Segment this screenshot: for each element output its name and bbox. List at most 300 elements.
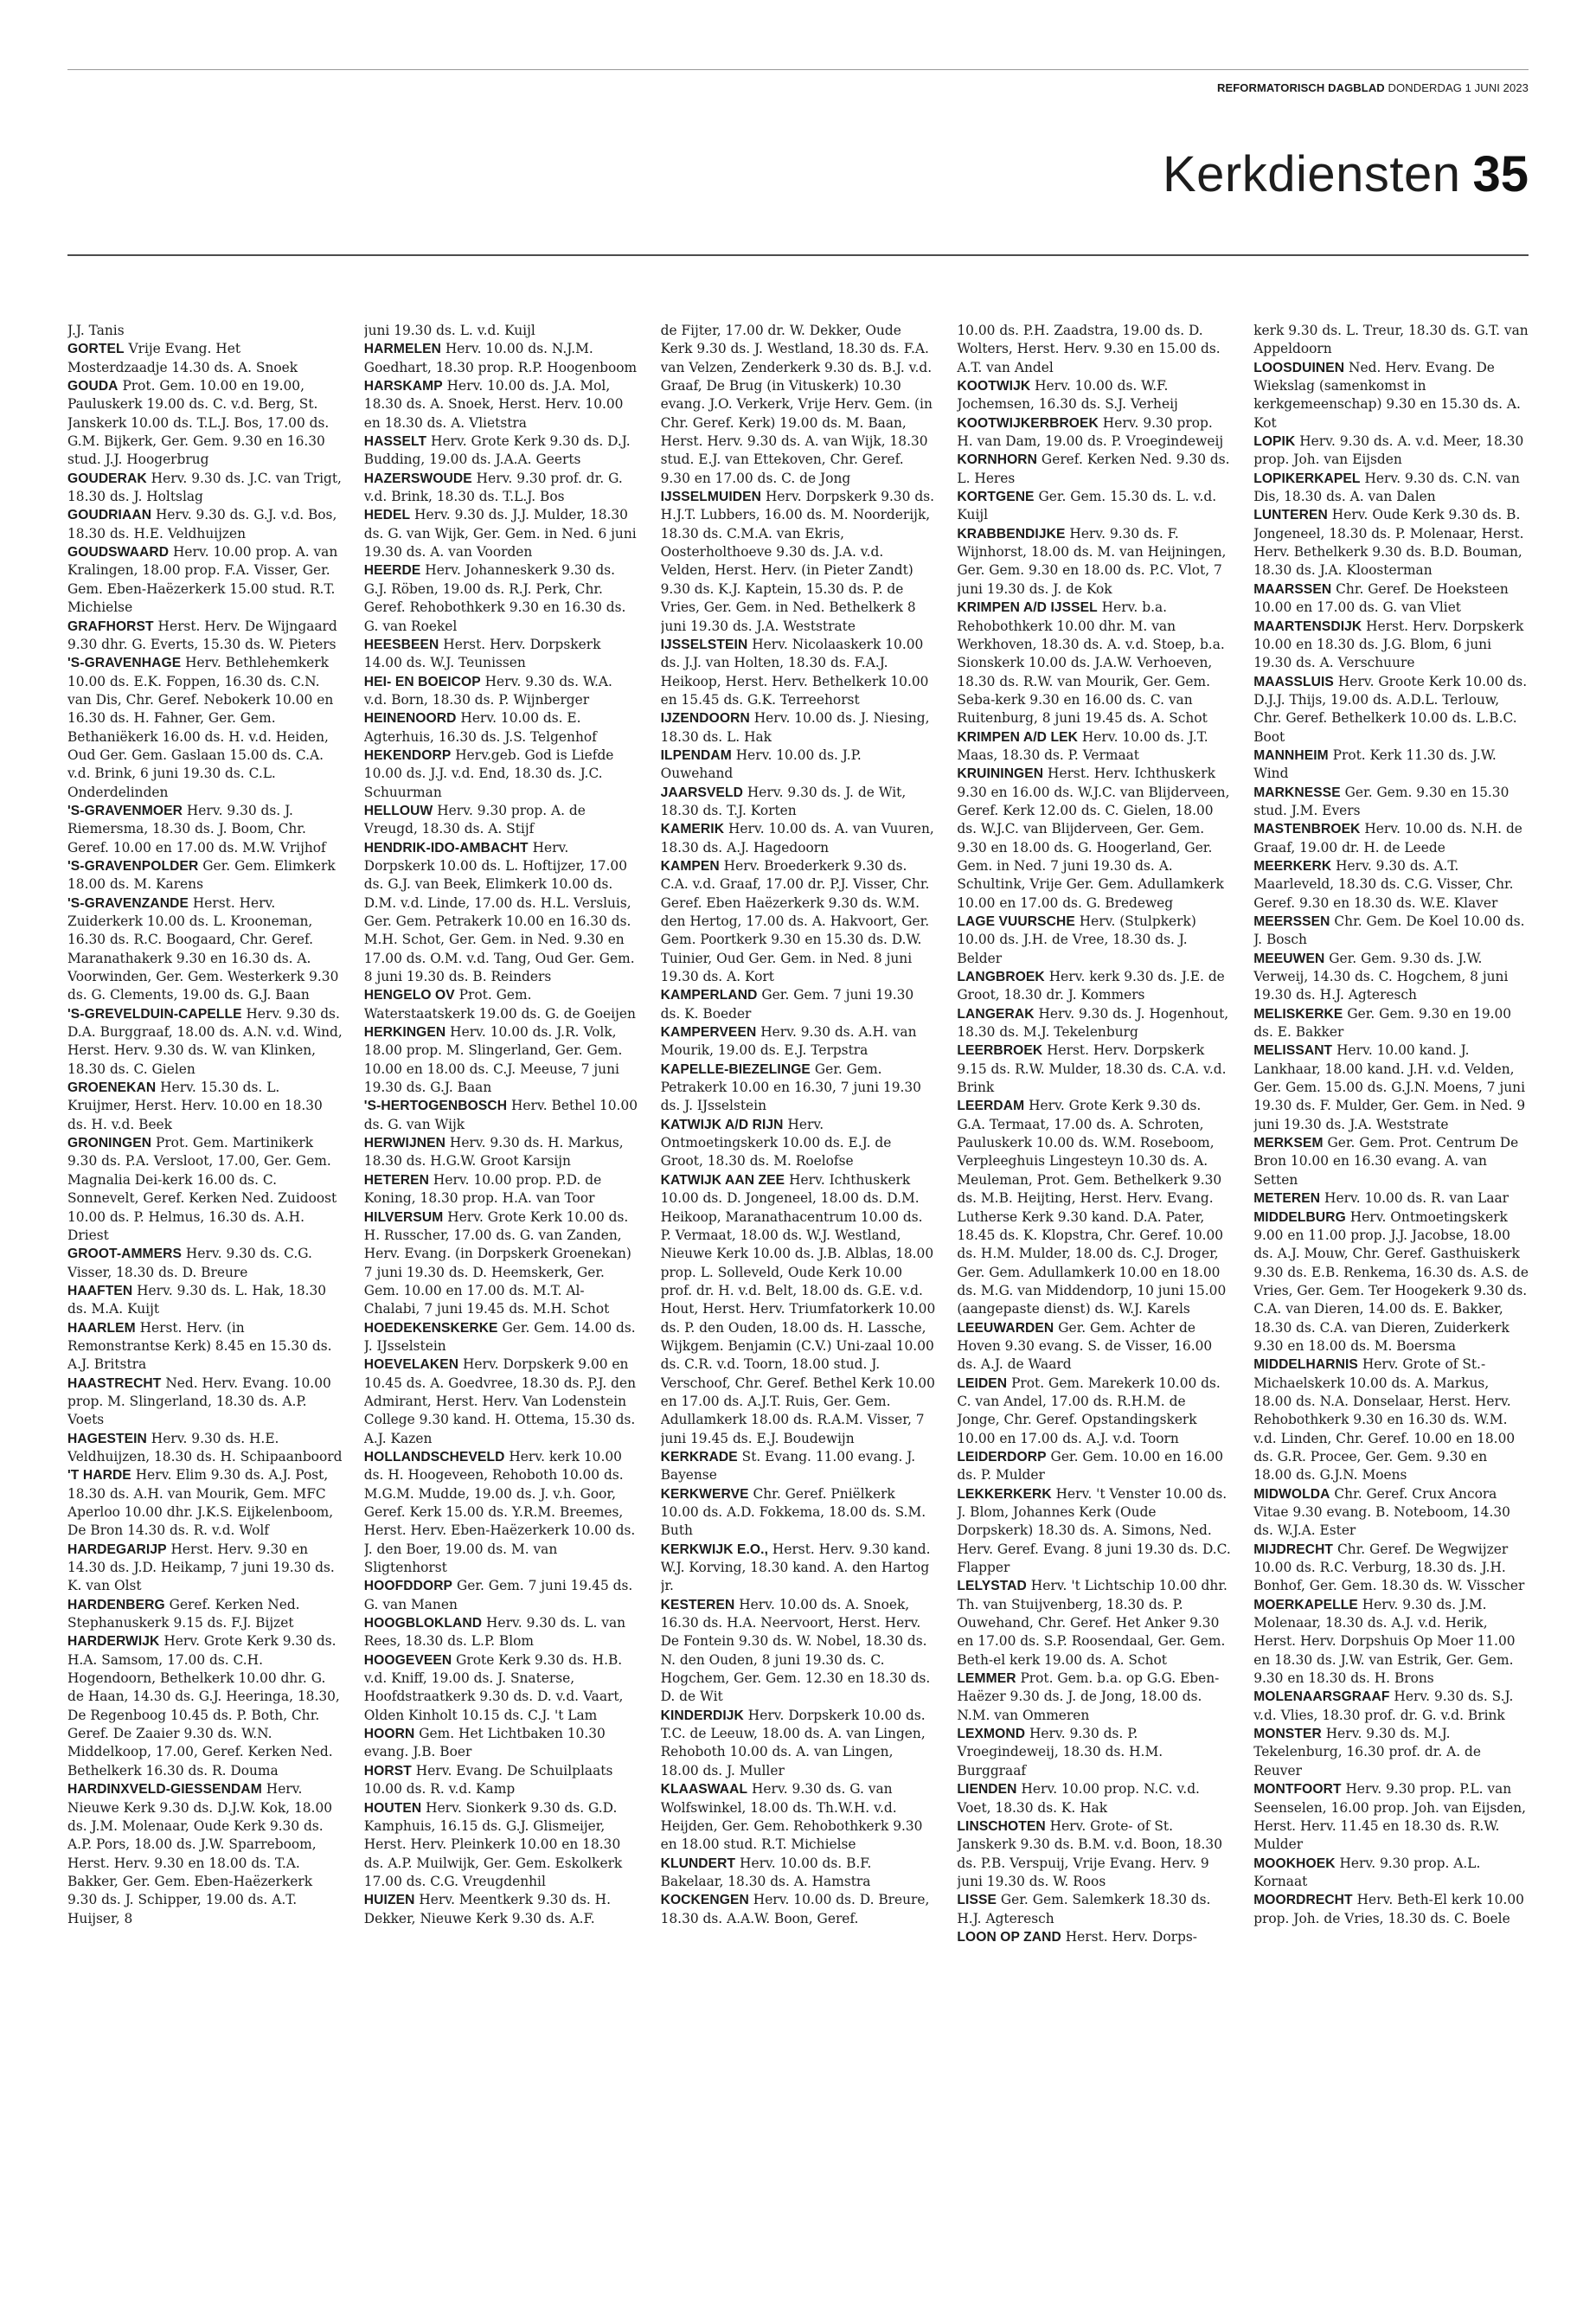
place-name: 'S-GRAVENHAGE xyxy=(67,656,182,671)
service-details: Herv. Meentkerk 9.30 ds. H. Dekker, Nieuwe Kerk 9.30 ds. A.F. xyxy=(363,1892,611,1926)
service-details: Herv. 9.30 ds. D.A. Burggraaf, 18.00 ds. A.N. v.d. Wind, Herst. Herv. 9.30 ds. W. van Klinken, 18.30 ds. C. Gielen xyxy=(67,1005,343,1077)
listing-entry xyxy=(67,1134,343,1245)
service-details: 10.00 ds. P.H. Zaadstra, 19.00 ds. D. Wolters, Herst. Herv. 9.30 en 15.00 ds. A.T. van Andel xyxy=(957,323,1221,375)
place-name: HILVERSUM xyxy=(363,1209,444,1225)
service-details: Gem. Het Lichtbaken 10.30 evang. J.B. Boer xyxy=(363,1726,606,1760)
place-name: MOORDRECHT xyxy=(1253,1893,1353,1908)
service-details: Herv. Ichthuskerk 10.00 ds. D. Jongeneel, 18.00 ds. D.M. Heikoop, Maranathacentrum 10.00 ds. P. Vermaat, 18.00 ds. W.J. Westland, Nieuwe Kerk 10.00 ds. J.B. Alblas, 18.00 prop. L. Solleveld, Oude Kerk 10.00 prof. dr. H. v.d. Belt, 18.00 ds. G.E. v.d. Hout, Herst. Herv. Triumfatorkerk 10.00 ds. P. den Ouden, 18.00 ds. H. Lassche, Wijkgem. Benjamin (C.V.) Uni-zaal 10.00 ds. C.R. v.d. Toorn, 18.00 stud. J. Verschoof, Chr. Geref. Bethel Kerk 10.00 en 17.00 ds. A.J.T. Ruis, Ger. Gem. Adullamkerk 18.00 ds. R.A.M. Visser, 7 juni 19.45 ds. E.J. Boudewijn xyxy=(660,1171,936,1446)
listing-entry xyxy=(1253,820,1529,857)
listing-entry xyxy=(67,340,343,377)
publication-name: REFORMATORISCH DAGBLAD xyxy=(1216,81,1385,94)
publication-date: DONDERDAG 1 JUNI 2023 xyxy=(1388,81,1529,94)
listing-entry xyxy=(661,1485,936,1541)
listing-entry xyxy=(661,1116,936,1171)
place-name: HOEVELAKEN xyxy=(363,1357,459,1373)
listing-entry xyxy=(1253,618,1529,673)
listing-entry xyxy=(1253,322,1529,359)
listing-entry xyxy=(364,1208,639,1319)
listing-entry xyxy=(661,986,936,1023)
place-name: LEXMOND xyxy=(957,1727,1026,1742)
place-name: GROENEKAN xyxy=(67,1080,157,1096)
place-name: 'S-GRAVENPOLDER xyxy=(67,858,199,874)
service-details: Herv. 9.30 ds. J.M. Molenaar, 18.30 ds. A.J. v.d. Herik, Herst. Herv. Dorpshuis Op Moer 11.00 en 18.30 ds. J.W. van Estrik, Ger. Gem. 9.30 en 18.30 ds. H. Brons xyxy=(1253,1596,1516,1687)
place-name: HOLLANDSCHEVELD xyxy=(363,1449,505,1465)
service-details: Herv. 9.30 ds. J. Hogenhout, 18.30 ds. M.J. Tekelenburg xyxy=(957,1005,1229,1041)
place-name: LISSE xyxy=(957,1893,997,1908)
service-details: Herv. 10.00 ds. A. van Vuuren, 18.30 ds. A.J. Hagedoorn xyxy=(660,821,934,856)
service-details: Prot. Gem. Waterstaatskerk 19.00 ds. G. de Goeijen xyxy=(363,987,636,1022)
service-details: juni 19.30 ds. L. v.d. Kuijl xyxy=(363,323,535,338)
service-details: Herv. 9.30 ds. J.J. Mulder, 18.30 ds. G. van Wijk, Ger. Gem. in Ned. 6 juni 19.30 ds. A. van Voorden xyxy=(363,507,637,561)
service-details: Ger. Gem. 15.30 ds. L. v.d. Kuijl xyxy=(957,489,1217,523)
listing-entry xyxy=(1253,1356,1529,1484)
header-rule xyxy=(67,69,1529,70)
service-details: Herv. Grote Kerk 9.30 ds. H.A. Samsom, 17.00 ds. C.H. Hogendoorn, Bethelkerk 10.00 dhr. G. de Haan, 14.30 ds. G.J. Heeringa, 18.30, De Regenboog 10.45 ds. P. Both, Chr. Geref. De Zaaier 9.30 ds. W.N. Middelkoop, 17.00, Geref. Kerken Ned. Bethelkerk 16.30 ds. R. Douma xyxy=(67,1633,340,1779)
listing-entry xyxy=(1253,433,1529,470)
listing-entry xyxy=(67,654,343,802)
place-name: LEIDERDORP xyxy=(957,1449,1047,1465)
listing-entry xyxy=(661,1023,936,1061)
listing-entry xyxy=(957,1097,1232,1318)
place-name: HARMELEN xyxy=(363,342,441,357)
listing-entry xyxy=(957,1375,1232,1448)
listing-entry xyxy=(67,857,343,894)
listing-entry xyxy=(957,1042,1232,1097)
service-details: Herv. 10.00 prop. N.C. v.d. Voet, 18.30 ds. K. Hak xyxy=(957,1781,1200,1816)
service-details: Herv. kerk 9.30 ds. J.E. de Groot, 18.30 dr. J. Kommers xyxy=(957,969,1225,1003)
service-details: Herv. 9.30 ds. A.T. Maarleveld, 18.30 ds. C.G. Visser, Chr. Geref. 9.30 en 18.30 ds. W.E. Klaver xyxy=(1253,857,1514,911)
place-name: JAARSVELD xyxy=(660,785,743,800)
listing-entry xyxy=(1253,1208,1529,1356)
service-details: Herv. 10.00 ds. N.H. de Graaf, 19.00 dr. H. de Leede xyxy=(1253,821,1522,856)
place-name: KRABBENDIJKE xyxy=(957,526,1066,542)
section-title: Kerkdiensten xyxy=(1162,146,1461,202)
listing-entry xyxy=(364,1725,639,1762)
listing-entry xyxy=(67,1632,343,1780)
place-name: HEINENOORD xyxy=(363,711,457,727)
service-details: Herv. 9.30 prof. dr. G. v.d. Brink, 18.30 ds. T.L.J. Bos xyxy=(363,470,623,505)
place-name: MONTFOORT xyxy=(1253,1782,1342,1798)
place-name: LANGBROEK xyxy=(957,970,1045,985)
listing-entry xyxy=(661,1780,936,1854)
service-details: Ger. Gem. 14.00 ds. J. IJsselstein xyxy=(363,1319,636,1354)
place-name: LANGERAK xyxy=(957,1006,1035,1022)
listing-entry xyxy=(364,1023,639,1097)
place-name: HAGESTEIN xyxy=(67,1431,147,1446)
place-name: KERKWERVE xyxy=(660,1486,749,1502)
listing-entry xyxy=(661,784,936,821)
service-details: J.J. Tanis xyxy=(67,323,125,338)
place-name: LOPIK xyxy=(1253,434,1296,450)
service-details: Herv. Grote Kerk 10.00 ds. H. Russcher, 17.00 ds. G. van Zanden, Herv. Evang. (in Dorpskerk Groenekan) 7 juni 19.30 ds. D. Heemskerk, Ger. Gem. 10.00 en 17.00 ds. M.T. Al-Chalabi, 7 juni 19.45 ds. M.H. Schot xyxy=(363,1208,631,1317)
service-details: Ger. Gem. 7 juni 19.30 ds. K. Boeder xyxy=(660,987,914,1022)
listing-entry xyxy=(957,414,1232,452)
listing-entry xyxy=(661,1596,936,1707)
service-details: Herv. Dorpskerk 10.00 ds. T.C. de Leeuw, 18.00 ds. A. van Lingen, Rehoboth 10.00 ds. A. van Lingen, 18.00 ds. J. Muller xyxy=(660,1707,926,1779)
listing-entry xyxy=(67,506,343,543)
service-details: Herv. 9.30 prop. H. van Dam, 19.00 ds. P. Vroegindeweij xyxy=(957,414,1224,450)
place-name: MELISSANT xyxy=(1253,1043,1333,1059)
place-name: HAASTRECHT xyxy=(67,1375,162,1391)
listing-entry xyxy=(1253,1541,1529,1596)
place-name: LEMMER xyxy=(957,1671,1016,1687)
place-name: HEKENDORP xyxy=(363,747,452,763)
listing-entry xyxy=(1253,1891,1529,1928)
place-name: HAAFTEN xyxy=(67,1283,133,1298)
place-name: LEERDAM xyxy=(957,1099,1025,1114)
service-details: Herv. Elim 9.30 ds. A.J. Post, 18.30 ds. A.H. van Mourik, Gem. MFC Aperloo 10.00 dhr. J.K.S. Eijkelenboom, De Bron 14.30 ds. R. v.d. Wolf xyxy=(67,1467,334,1539)
service-details: Herv. 10.00 kand. J. Lankhaar, 18.00 kand. J.H. v.d. Velden, Ger. Gem. 15.00 ds. G.J.N. Moens, 7 juni 19.30 ds. F. Mulder, Ger. Gem. in Ned. 9 juni 19.30 ds. J.A. Weststrate xyxy=(1253,1042,1526,1132)
listing-entry xyxy=(1253,1042,1529,1134)
service-details: Herv. 9.30 ds. H. Markus, 18.30 ds. H.G.W. Groot Karsijn xyxy=(363,1135,624,1170)
listing-entry xyxy=(67,1780,343,1928)
listing-entry xyxy=(957,451,1232,488)
service-details: Herst. Herv. Dorpskerk 14.00 ds. W.J. Teunissen xyxy=(363,636,601,671)
service-details: Ger. Gem. 7 juni 19.45 ds. G. van Manen xyxy=(363,1578,633,1612)
place-name: ILPENDAM xyxy=(660,747,732,763)
place-name: MASTENBROEK xyxy=(1253,822,1361,837)
service-details: Herv. Bethel 10.00 ds. G. van Wijk xyxy=(363,1098,638,1132)
column-3 xyxy=(661,322,936,2279)
listing-entry xyxy=(364,433,639,470)
place-name: HOOGEVEEN xyxy=(363,1652,452,1668)
place-name: LUNTEREN xyxy=(1253,508,1328,523)
service-details: Herv. 9.30 ds. W.A. v.d. Born, 18.30 ds. P. Wijnberger xyxy=(363,673,612,708)
service-details: Herv. 10.00 ds. E. Agterhuis, 16.30 ds. J.S. Telgenhof xyxy=(363,710,597,745)
service-details: Herv. Grote Kerk 9.30 ds. G.A. Termaat, 17.00 ds. A. Schroten, Pauluskerk 10.00 ds. W.M. Roseboom, Verpleeghuis Lingesteyn 10.30 ds. A. Meuleman, Prot. Gem. Bethelkerk 9.30 ds. M.B. Heijting, Herst. Herv. Evang. Lutherse Kerk 9.30 kand. D.A. Pater, 18.45 ds. K. Klopstra, Chr. Geref. 10.00 ds. H.M. Mulder, 18.00 ds. C.J. Droger, Ger. Gem. Adullamkerk 10.00 en 18.00 ds. M.G. van Middendorp, 10 juni 15.00 (aangepaste dienst) ds. W.J. Karels xyxy=(957,1098,1227,1317)
service-details: Herv. 9.30 ds. F. Wijnhorst, 18.00 ds. M. van Heijningen, Ger. Gem. 9.30 en 18.00 ds. P.C. Vlot, 7 juni 19.30 ds. J. de Kok xyxy=(957,525,1227,597)
place-name: HEERDE xyxy=(363,563,421,579)
place-name: KRIMPEN A/D LEK xyxy=(957,729,1078,745)
service-details: Herv. 10.00 ds. J. Niesing, 18.30 ds. L. Hak xyxy=(660,710,930,745)
listing-entry xyxy=(67,1541,343,1596)
place-name: HENDRIK-IDO-AMBACHT xyxy=(363,840,529,856)
place-name: KOCKENGEN xyxy=(660,1893,749,1908)
place-name: MOLENAARSGRAAF xyxy=(1253,1689,1390,1705)
service-details: Chr. Geref. Crux Ancora Vitae 9.30 evang. B. Noteboom, 14.30 ds. W.J.A. Ester xyxy=(1253,1485,1510,1539)
listing-entry xyxy=(364,986,639,1023)
service-details: Herv. 9.30 prop. P.L. van Seenselen, 16.00 prop. Joh. van Eijsden, Herst. Herv. 11.45 en 18.30 ds. R.W. Mulder xyxy=(1253,1781,1527,1853)
place-name: MONSTER xyxy=(1253,1727,1322,1742)
service-details: Herv. b.a. Rehobothkerk 10.00 dhr. M. van Werkhoven, 18.30 ds. A. v.d. Stoep, b.a. Sionskerk 10.00 ds. J.A.W. Verhoeven, 18.30 ds. R.W. van Mourik, Ger. Gem. Seba-kerk 9.30 en 16.00 ds. C. van Ruitenburg, 8 juni 19.45 ds. A. Schot xyxy=(957,599,1225,727)
listing-entry xyxy=(957,1891,1232,1928)
listing-entry xyxy=(957,1670,1232,1725)
listings xyxy=(67,322,1529,2279)
place-name: LINSCHOTEN xyxy=(957,1818,1046,1834)
place-name: KAPELLE-BIEZELINGE xyxy=(660,1061,811,1077)
service-details: Ger. Gem. Elimkerk 18.00 ds. M. Karens xyxy=(67,857,336,893)
service-details: Herv. Dorpskerk 10.00 ds. L. Hoftijzer, 17.00 ds. G.J. van Beek, Elimkerk 10.00 ds. D.M. v.d. Linde, 17.00 ds. H.L. Versluis, Ger. Gem. Petrakerk 10.00 en 16.30 ds. M.H. Schot, Ger. Gem. in Ned. 9.30 en 17.00 ds. O.M. v.d. Tang, Oud Ger. Gem. 8 juni 19.30 ds. B. Reinders xyxy=(363,839,635,985)
service-details: Herv. 9.30 ds. J.C. van Trigt, 18.30 ds. J. Holtslag xyxy=(67,470,342,505)
listing-entry xyxy=(67,802,343,857)
service-details: Herv. Sionkerk 9.30 ds. G.D. Kamphuis, 16.15 ds. G.J. Glismeijer, Herst. Herv. Pleinkerk 10.00 en 18.30 ds. A.P. Muilwijk, Ger. Gem. Eskolkerk 17.00 ds. C.G. Vreugdenhil xyxy=(363,1799,623,1889)
listing-entry xyxy=(1253,1485,1529,1541)
place-name: GRAFHORST xyxy=(67,619,154,634)
service-details: Herv. 15.30 ds. L. Kruijmer, Herst. Herv. 10.00 en 18.30 ds. H. v.d. Beek xyxy=(67,1080,323,1132)
listing-entry xyxy=(67,1375,343,1430)
place-name: GOUDSWAARD xyxy=(67,545,170,561)
service-details: Grote Kerk 9.30 ds. H.B. v.d. Kniff, 19.00 ds. J. Snaterse, Hoofdstraatkerk 9.30 ds. D. v.d. Vaart, Olden Kinholt 10.15 ds. C.J. 't Lam xyxy=(363,1651,624,1723)
service-details: de Fijter, 17.00 dr. W. Dekker, Oude Kerk 9.30 ds. J. Westland, 18.30 ds. F.A. van Velzen, Zenderkerk 9.30 ds. B.J. v.d. Graaf, De Brug (in Vituskerk) 10.30 evang. J.O. Verkerk, Vrije Herv. Gem. (in Chr. Geref. Kerk) 19.00 ds. M. Baan, Herst. Herv. 9.30 ds. A. van Wijk, 18.30 stud. E.J. van Ettekoven, Chr. Geref. 9.30 en 17.00 ds. C. de Jong xyxy=(660,323,933,486)
place-name: KATWIJK AAN ZEE xyxy=(660,1172,785,1188)
place-name: KERKWIJK E.O., xyxy=(660,1541,769,1557)
place-name: KRIMPEN A/D IJSSEL xyxy=(957,600,1098,616)
place-name: MAARSSEN xyxy=(1253,581,1332,597)
listing-entry xyxy=(67,1079,343,1134)
place-name: HARDENBERG xyxy=(67,1597,165,1612)
listing-entry xyxy=(957,1928,1232,1946)
service-details: Herv. 't Lichtschip 10.00 dhr. Th. van Stuijvenberg, 18.30 ds. P. Ouwehand, Chr. Geref. Het Anker 9.30 en 17.00 ds. S.P. Roosendaal, Ger. Gem. Beth-el kerk 19.00 ds. A. Schot xyxy=(957,1578,1227,1668)
place-name: KESTEREN xyxy=(660,1597,735,1612)
place-name: HOEDEKENSKERKE xyxy=(363,1320,498,1336)
listing-entry xyxy=(67,1245,343,1282)
service-details: Herv. Nieuwe Kerk 9.30 ds. D.J.W. Kok, 18.00 ds. J.M. Molenaar, Oude Kerk 9.30 ds. A.P. Pors, 18.00 ds. J.W. Sparreboom, Herst. Herv. 9.30 en 18.00 ds. T.A. Bakker, Ger. Gem. Eben-Haëzerkerk 9.30 ds. J. Schipper, 19.00 ds. A.T. Huijser, 8 xyxy=(67,1781,333,1926)
service-details: Prot. Kerk 11.30 ds. J.W. Wind xyxy=(1253,747,1497,782)
place-name: HARDEGARIJP xyxy=(67,1541,167,1557)
listing-entry xyxy=(364,1448,639,1577)
listing-entry xyxy=(661,820,936,857)
service-details: Herv. 9.30 ds. L. Hak, 18.30 ds. M.A. Kuijt xyxy=(67,1282,327,1317)
service-details: Herv. 9.30 ds. J. de Wit, 18.30 ds. T.J. Korten xyxy=(660,784,907,818)
listing-entry xyxy=(1253,1134,1529,1189)
listing-entry xyxy=(364,1762,639,1799)
listing-entry xyxy=(661,322,936,488)
place-name: MAASSLUIS xyxy=(1253,674,1334,689)
listing-entry xyxy=(67,543,343,617)
service-details: Herv. 10.00 ds. W.F. Jochemsen, 16.30 ds. S.J. Verheij xyxy=(957,378,1178,413)
listing-entry xyxy=(364,340,639,377)
place-name: LEKKERKERK xyxy=(957,1486,1052,1502)
service-details: Ger. Gem. 9.30 en 19.00 ds. E. Bakker xyxy=(1253,1005,1512,1041)
service-details: Herv. Grote Kerk 9.30 ds. D.J. Budding, 19.00 ds. J.A.A. Geerts xyxy=(363,433,631,468)
service-details: Prot. Gem. Marekerk 10.00 ds. C. van Andel, 17.00 ds. R.H.M. de Jonge, Chr. Geref. Opstandingskerk 10.00 en 17.00 ds. A.J. v.d. Toorn xyxy=(957,1375,1221,1446)
column-2 xyxy=(364,322,639,2279)
place-name: HUIZEN xyxy=(363,1893,415,1908)
service-details: Ned. Herv. Evang. 10.00 prop. M. Slingerland, 18.30 ds. A.P. Voets xyxy=(67,1375,331,1428)
service-details: Herv. 9.30 prop. A. de Vreugd, 18.30 ds. A. Stijf xyxy=(363,802,586,837)
service-details: Ger. Gem. 9.30 ds. J.W. Verweij, 14.30 ds. C. Hogchem, 8 juni 19.30 ds. H.J. Agteresch xyxy=(1253,950,1509,1003)
place-name: MEERKERK xyxy=(1253,858,1332,874)
listing-entry xyxy=(364,1891,639,1928)
place-name: HEESBEEN xyxy=(363,637,439,652)
service-details: Herv. Nicolaaskerk 10.00 ds. J.J. van Holten, 18.30 ds. F.A.J. Heikoop, Herst. Herv. Bethelkerk 10.00 en 15.45 ds. G.K. Terreehorst xyxy=(660,636,929,708)
listing-entry xyxy=(661,857,936,986)
listing-entry xyxy=(364,747,639,802)
place-name: MANNHEIM xyxy=(1253,747,1329,763)
listing-entry xyxy=(661,488,936,636)
service-details: Herv. Beth-El kerk 10.00 prop. Joh. de Vries, 18.30 ds. C. Boele xyxy=(1253,1892,1524,1926)
service-details: Herv. 10.00 ds. N.J.M. Goedhart, 18.30 prop. R.P. Hoogenboom xyxy=(363,341,638,375)
listing-entry xyxy=(957,1725,1232,1780)
listing-entry xyxy=(661,1707,936,1780)
place-name: LOPIKERKAPEL xyxy=(1253,471,1361,486)
listing-entry xyxy=(67,377,343,470)
place-name: MEERSSEN xyxy=(1253,914,1330,929)
service-details: Herv. 10.00 ds. J.P. Ouwehand xyxy=(660,747,862,782)
listing-entry xyxy=(1253,673,1529,747)
place-name: LAGE VUURSCHE xyxy=(957,914,1075,929)
place-name: MIJDRECHT xyxy=(1253,1541,1334,1557)
service-details: Herst. Herv. Dorpskerk 10.00 en 18.30 ds. J.G. Blom, 6 juni 19.30 ds. A. Verschuure xyxy=(1253,618,1524,671)
place-name: 'S-HERTOGENBOSCH xyxy=(363,1099,508,1114)
listing-entry xyxy=(1253,506,1529,580)
service-details: Herv. Dorpskerk 9.00 en 10.45 ds. A. Goedvree, 18.30 ds. P.J. den Admirant, Herst. Herv. Van Lodenstein College 9.30 kand. H. Ottema, 15.30 ds. A.J. Kazen xyxy=(363,1356,637,1446)
place-name: HOORN xyxy=(363,1727,415,1742)
service-details: St. Evang. 11.00 evang. J. Bayense xyxy=(660,1448,916,1484)
listing-entry xyxy=(957,322,1232,377)
place-name: KOOTWIJKERBROEK xyxy=(957,415,1099,431)
service-details: Ger. Gem. Achter de Hoven 9.30 evang. S. de Visser, 16.00 ds. A.J. de Waard xyxy=(957,1319,1213,1373)
place-name: HARDERWIJK xyxy=(67,1634,160,1650)
listing-entry xyxy=(957,525,1232,599)
service-details: Herv. Grote- of St. Janskerk 9.30 ds. B.M. v.d. Boon, 18.30 ds. P.B. Verspuij, Vrije Evang. Herv. 9 juni 19.30 ds. W. Roos xyxy=(957,1817,1222,1889)
listing-entry xyxy=(957,377,1232,414)
service-details: Chr. Geref. De Hoeksteen 10.00 en 17.00 ds. G. van Vliet xyxy=(1253,580,1509,616)
listing-entry xyxy=(364,1577,639,1614)
service-details: Herv. Groote Kerk 10.00 ds. D.J.J. Thijs, 19.00 ds. A.D.L. Terlouw, Chr. Geref. Bethelkerk 10.00 ds. L.B.C. Boot xyxy=(1253,673,1528,745)
service-details: Herv.geb. God is Liefde 10.00 ds. J.J. v.d. End, 18.30 ds. J.C. Schuurman xyxy=(363,747,614,800)
place-name: IJSSELMUIDEN xyxy=(660,490,762,505)
listing-entry xyxy=(1253,913,1529,950)
listing-entry xyxy=(1253,470,1529,507)
listing-entry xyxy=(957,1005,1232,1042)
place-name: LOOSDUINEN xyxy=(1253,360,1345,375)
place-name: KORNHORN xyxy=(957,452,1038,468)
service-details: Herst. Herv. (in Remonstrantse Kerk) 8.45 en 15.30 ds. A.J. Britstra xyxy=(67,1319,332,1373)
listing-entry xyxy=(1253,1725,1529,1780)
listing-entry xyxy=(661,636,936,709)
service-details: Herv. Evang. De Schuilplaats 10.00 ds. R. v.d. Kamp xyxy=(363,1762,613,1798)
place-name: HETEREN xyxy=(363,1172,430,1188)
place-name: METEREN xyxy=(1253,1191,1321,1207)
service-details: Herv. 10.00 ds. J.T. Maas, 18.30 ds. P. Vermaat xyxy=(957,728,1208,763)
place-name: KAMERIK xyxy=(660,822,725,837)
service-details: Ger. Gem. Salemkerk 18.30 ds. H.J. Agteresch xyxy=(957,1892,1211,1926)
listing-entry xyxy=(661,1171,936,1448)
listing-entry xyxy=(364,1614,639,1651)
listing-entry xyxy=(1253,784,1529,821)
place-name: MAARTENSDIJK xyxy=(1253,619,1362,634)
place-name: HORST xyxy=(363,1763,412,1779)
place-name: LELYSTAD xyxy=(957,1579,1027,1594)
service-details: Herv. Johanneskerk 9.30 ds. G.J. Röben, 19.00 ds. R.J. Perk, Chr. Geref. Rehobothkerk 9.30 en 16.30 ds. G. van Roekel xyxy=(363,562,626,634)
title-rule xyxy=(67,254,1529,256)
place-name: HEI- EN BOEICOP xyxy=(363,674,481,689)
place-name: KAMPERVEEN xyxy=(660,1025,757,1041)
place-name: IJZENDOORN xyxy=(660,711,750,727)
listing-entry xyxy=(957,488,1232,525)
service-details: Chr. Geref. De Wegwijzer 10.00 ds. R.C. Verburg, 18.30 ds. J.H. Bonhof, Ger. Gem. 18.30 ds. W. Visscher xyxy=(1253,1541,1525,1594)
service-details: Herv. Ontmoetingskerk 10.00 ds. E.J. de Groot, 18.30 ds. M. Roelofse xyxy=(660,1116,892,1170)
place-name: MARKNESSE xyxy=(1253,785,1341,800)
listing-entry xyxy=(661,1541,936,1596)
listing-entry xyxy=(661,1855,936,1892)
service-details: Herv. Grote of St.-Michaelskerk 10.00 ds. A. Markus, 18.00 ds. N.A. Donselaar, Herst. Herv. Rehobothkerk 9.30 en 16.30 ds. W.M. v.d. Linden, Chr. Geref. 10.00 en 18.00 ds. G.R. Procee, Ger. Gem. 9.30 en 18.00 ds. G.J.N. Moens xyxy=(1253,1356,1516,1484)
place-name: HASSELT xyxy=(363,434,427,450)
listing-entry xyxy=(1253,1005,1529,1042)
service-details: Herv. 9.30 ds. C.N. van Dis, 18.30 ds. A. van Dalen xyxy=(1253,470,1520,505)
place-name: MEEUWEN xyxy=(1253,951,1325,966)
column-1 xyxy=(67,322,343,2279)
service-details: Ger. Gem. 10.00 en 16.00 ds. P. Mulder xyxy=(957,1448,1224,1484)
service-details: Herv. Ontmoetingskerk 9.00 en 11.00 prop. J.J. Jacobse, 18.00 ds. A.J. Mouw, Chr. Geref. Gasthuiskerk 9.30 ds. E.B. Renkema, 16.30 ds. A.S. de Vries, Ger. Gem. Ter Hoogekerk 9.30 ds. C.A. van Dieren, 14.00 ds. E. Bakker, 18.30 ds. C.A. van Dieren, Zuiderkerk 9.30 en 18.00 ds. M. Boersma xyxy=(1253,1208,1529,1354)
service-details: Herv. 9.30 ds. H.E. Veldhuijzen, 18.30 ds. H. Schipaanboord xyxy=(67,1430,343,1465)
listing-entry xyxy=(67,1319,343,1375)
service-details: Herst. Herv. Zuiderkerk 10.00 ds. L. Krooneman, 16.30 ds. R.C. Boogaard, Chr. Geref. Maranathakerk 9.30 en 16.30 ds. A. Voorwinden, Ger. Gem. Westerkerk 9.30 ds. G. Clements, 19.00 ds. G.J. Baan xyxy=(67,894,339,1003)
place-name: LIENDEN xyxy=(957,1782,1017,1798)
service-details: Chr. Gem. De Koel 10.00 ds. J. Bosch xyxy=(1253,913,1525,948)
listing-entry xyxy=(364,322,639,340)
service-details: Herv. 10.00 prop. P.D. de Koning, 18.30 prop. H.A. van Toor xyxy=(363,1171,602,1207)
place-name: MOERKAPELLE xyxy=(1253,1597,1358,1612)
service-details: kerk 9.30 ds. L. Treur, 18.30 ds. G.T. van Appeldoorn xyxy=(1253,323,1529,357)
service-details: Geref. Kerken Ned. 9.30 ds. L. Heres xyxy=(957,452,1230,486)
listing-entry xyxy=(364,1319,639,1356)
service-details: Prot. Gem. 10.00 en 19.00, Pauluskerk 19.00 ds. C. v.d. Berg, St. Janskerk 10.00 ds. T.L.J. Bos, 17.00 ds. G.M. Bijkerk, Ger. Gem. 9.30 en 16.30 stud. J.J. Hoogerbrug xyxy=(67,378,330,468)
column-4 xyxy=(957,322,1232,2279)
column-5 xyxy=(1253,322,1529,2279)
place-name: KATWIJK A/D RIJN xyxy=(660,1117,784,1132)
place-name: MELISKERKE xyxy=(1253,1006,1343,1022)
listing-entry xyxy=(364,377,639,433)
listing-entry xyxy=(67,1466,343,1540)
listing-entry xyxy=(1253,1688,1529,1725)
listing-entry xyxy=(67,618,343,655)
listing-entry xyxy=(957,728,1232,766)
service-details: Herst. Herv. Ichthuskerk 9.30 en 16.00 ds. W.J.C. van Blijderveen, Geref. Kerk 12.00 ds. C. Gielen, 18.00 ds. W.J.C. van Blijderveen, Ger. Gem. 9.30 en 18.00 ds. G. Hoogerland, Ger. Gem. in Ned. 7 juni 19.30 ds. A. Schultink, Vrije Ger. Gem. Adullamkerk 10.00 en 17.00 ds. G. Bredeweg xyxy=(957,766,1230,911)
place-name: HENGELO OV xyxy=(363,988,455,1003)
listing-entry xyxy=(364,1134,639,1171)
service-details: Herv. Bethlehemkerk 10.00 ds. E.K. Foppen, 16.30 ds. C.N. van Dis, Chr. Geref. Nebokerk 10.00 en 16.30 ds. H. Fahner, Ger. Gem. Bethaniëkerk 16.00 ds. H. v.d. Heiden, Oud Ger. Gem. Gaslaan 15.00 ds. C.A. v.d. Brink, 6 juni 19.30 ds. C.L. Onderdelinden xyxy=(67,655,334,800)
listing-entry xyxy=(67,1430,343,1467)
place-name: KLAASWAAL xyxy=(660,1782,748,1798)
listing-entry xyxy=(661,1448,936,1485)
place-name: 'T HARDE xyxy=(67,1468,131,1484)
service-details: Ger. Gem. 9.30 en 15.30 stud. J.M. Evers xyxy=(1253,784,1509,818)
place-name: KORTGENE xyxy=(957,490,1035,505)
place-name: 'S-GRAVENMOER xyxy=(67,803,183,818)
place-name: MIDWOLDA xyxy=(1253,1486,1330,1502)
place-name: HEDEL xyxy=(363,508,411,523)
listing-entry xyxy=(957,1485,1232,1578)
listing-entry xyxy=(1253,1596,1529,1689)
place-name: HOOFDDORP xyxy=(363,1579,453,1594)
place-name: KAMPEN xyxy=(660,858,720,874)
service-details: Ger. Gem. Prot. Centrum De Bron 10.00 en 16.30 evang. A. van Setten xyxy=(1253,1135,1519,1188)
listing-entry xyxy=(957,1780,1232,1817)
listing-entry xyxy=(364,1799,639,1892)
service-details: Geref. Kerken Ned. Stephanuskerk 9.15 ds. F.J. Bijzet xyxy=(67,1596,300,1631)
service-details: Herv. 9.30 prop. A.L. Kornaat xyxy=(1253,1855,1481,1889)
place-name: LEIDEN xyxy=(957,1375,1008,1391)
place-name: MOOKHOEK xyxy=(1253,1856,1336,1871)
listing-entry xyxy=(661,709,936,747)
service-details: Herv. 9.30 ds. P. Vroegindeweij, 18.30 ds. H.M. Burggraaf xyxy=(957,1726,1163,1779)
listing-entry xyxy=(364,561,639,635)
listing-entry xyxy=(364,470,639,507)
page-number: 35 xyxy=(1472,146,1529,202)
service-details: Herv. 10.00 ds. R. van Laar xyxy=(1320,1190,1509,1207)
place-name: HELLOUW xyxy=(363,803,433,818)
listing-entry xyxy=(364,1171,639,1208)
service-details: Herst. Herv. 9.30 en 14.30 ds. J.D. Heikamp, 7 juni 19.30 ds. K. van Olst xyxy=(67,1541,335,1594)
masthead xyxy=(1217,81,1529,94)
service-details: Herv. 10.00 ds. J.R. Volk, 18.00 prop. M. Slingerland, Ger. Gem. 10.00 en 18.00 ds. C.J. Meeuse, 7 juni 19.30 ds. G.J. Baan xyxy=(363,1024,623,1096)
listing-entry xyxy=(661,747,936,784)
listing-entry xyxy=(957,599,1232,727)
service-details: Ned. Herv. Evang. De Wiekslag (samenkomst in kerkgemeenschap) 9.30 en 15.30 ds. A. Kot xyxy=(1253,359,1521,431)
service-details: Herv. 9.30 ds. L. van Rees, 18.30 ds. L.P. Blom xyxy=(363,1615,626,1650)
